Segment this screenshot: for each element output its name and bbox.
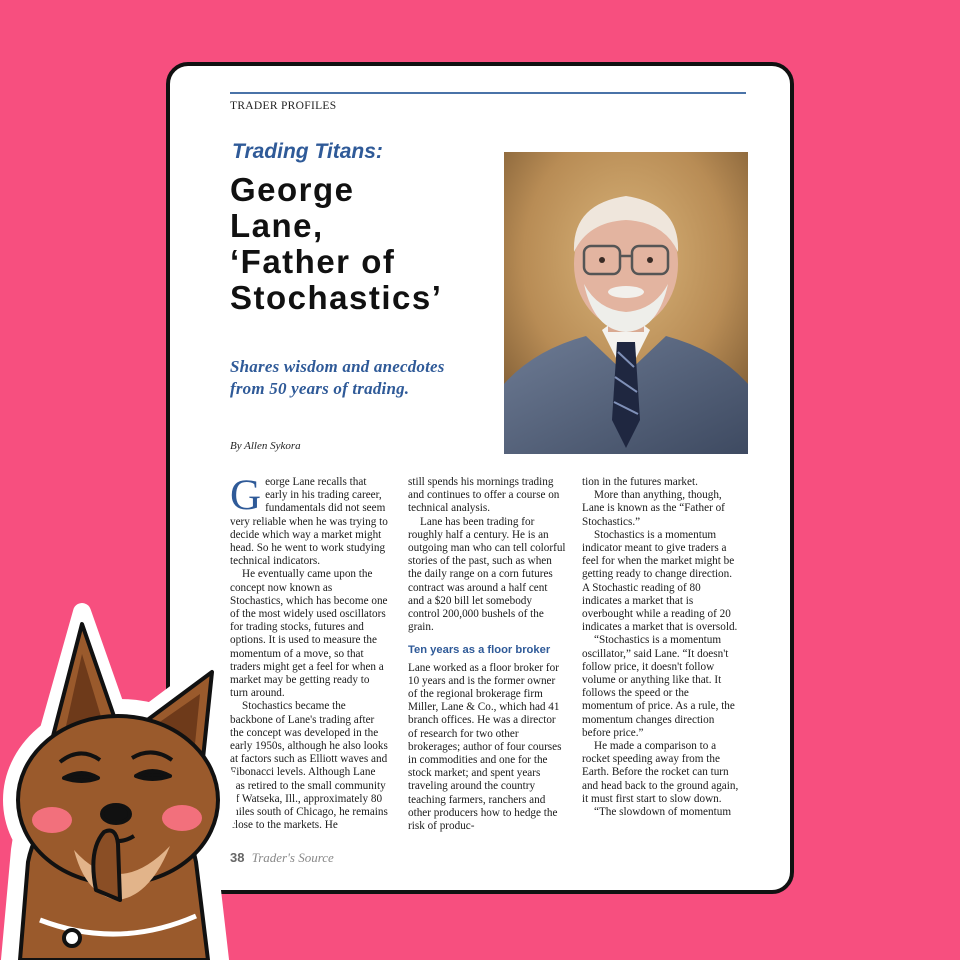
magazine-page bbox=[166, 62, 794, 894]
text-column-2 bbox=[408, 476, 566, 833]
article-deck bbox=[230, 356, 445, 400]
text-column-1 bbox=[230, 472, 388, 832]
title-line: George bbox=[230, 171, 355, 208]
paragraph: Lane worked as a floor broker for 10 years and is the former owner of the regional brokerage firm Miller, Lane & Co., which had 41 branch offices. He was a director of research for two other brokerages; author of four courses in commodities and one for the stock market; and spent years traveling around the country teaching farmers, ranchers and other producers how to hedge the risk of produc- bbox=[408, 661, 562, 833]
header-rule bbox=[230, 92, 746, 94]
paragraph: He made a comparison to a rocket speeding away from the Earth. Before the rocket can turn and head back to the ground again, it must first start to slow down. bbox=[582, 740, 739, 805]
text-column-3 bbox=[582, 476, 740, 819]
paragraph: still spends his mornings trading and continues to offer a course on technical analysis. bbox=[408, 476, 560, 515]
publication-name: Trader's Source bbox=[251, 850, 334, 865]
article-kicker: Trading Titans: bbox=[232, 140, 383, 163]
section-label: TRADER PROFILES bbox=[230, 100, 337, 112]
paragraph: He eventually came upon the concept now known as Stochastics, which has become one of the most widely used oscillators for trading stocks, futures and options. It is used to measure the momentum of a move, so that traders might get a feel for when a market may be getting ready to turn around. bbox=[230, 568, 388, 700]
paragraph-text: eorge Lane recalls that early in his trading career, fundamentals did not seem very reliable when he was trying to decide which way a market might head. So he went to work studying technical indicators. bbox=[230, 476, 388, 568]
page-footer bbox=[230, 850, 334, 866]
paragraph: More than anything, though, Lane is known as the “Father of Stochastics.” bbox=[582, 489, 725, 528]
paragraph: Lane has been trading for roughly half a century. He is an outgoing man who can tell colorful stories of the past, such as when the daily range on a corn futures contract was around a half cent and a $20 bill let somebody control 200,000 bushels of the grain. bbox=[408, 515, 566, 634]
deck-line: from 50 years of trading. bbox=[230, 379, 410, 398]
title-line: ‘Father of bbox=[230, 243, 396, 280]
paragraph: Stochastics is a momentum indicator meant to give traders a feel for when the market might be getting ready to change direction. A Stochastic reading of 80 indicates a market that is overbought while a reading of 20 indicates a market that is oversold. bbox=[582, 528, 738, 634]
paragraph: “Stochastics is a momentum oscillator,” said Lane. “It doesn't follow price, it doesn't follow volume or anything like that. It follows the speed or the momentum of price. As a rule, the momentum changes direction before price.” bbox=[582, 634, 735, 739]
byline: By Allen Sykora bbox=[230, 440, 301, 452]
section-subhead: Ten years as a floor broker bbox=[408, 644, 551, 657]
title-line: Stochastics’ bbox=[230, 279, 443, 316]
article-title bbox=[230, 172, 500, 316]
paragraph bbox=[230, 472, 388, 568]
portrait-photo bbox=[504, 152, 748, 454]
page-number: 38 bbox=[230, 850, 245, 865]
paragraph: Stochastics became the backbone of Lane's trading after the concept was developed in the early 1950s, although he also looks at factors such as Elliott waves and Fibonacci levels. Although Lane has retired to the small community of Watseka, Ill., approximately 80 miles south of Chicago, he remains close to the markets. He bbox=[230, 700, 388, 832]
drop-cap: G bbox=[230, 472, 262, 519]
paragraph: “The slowdown of momentum bbox=[594, 806, 732, 819]
deck-line: Shares wisdom and anecdotes bbox=[230, 357, 445, 376]
paragraph: tion in the futures market. bbox=[582, 476, 698, 488]
dog-mascot-sticker bbox=[0, 600, 240, 960]
title-line: Lane, bbox=[230, 207, 324, 244]
